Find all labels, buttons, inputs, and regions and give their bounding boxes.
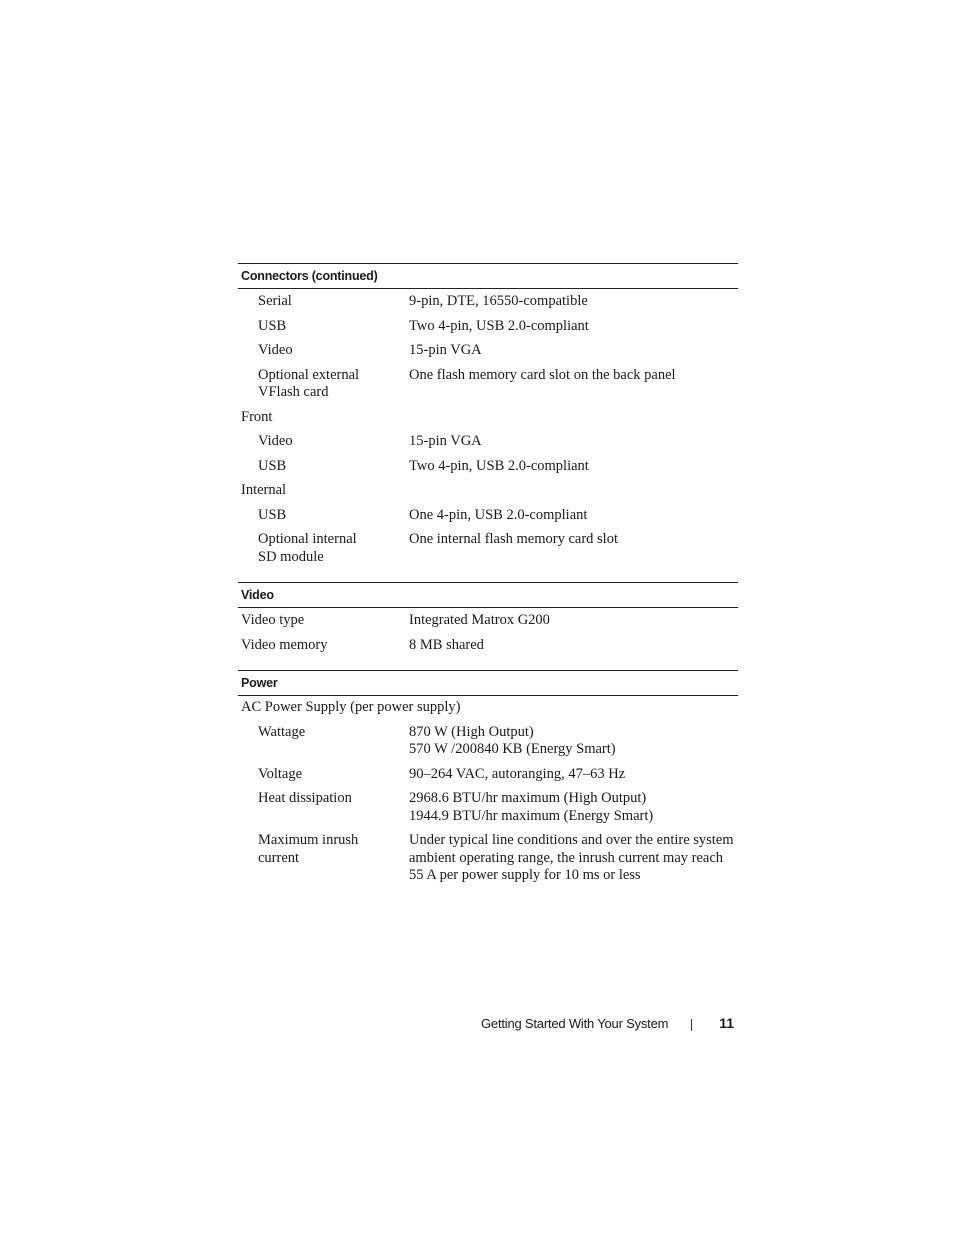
spec-label-line: current xyxy=(258,849,300,866)
spec-value-line: 870 W (High Output) xyxy=(409,723,534,740)
power-rows xyxy=(238,721,738,889)
connectors-front-rows xyxy=(238,430,738,479)
spec-row xyxy=(238,634,738,659)
spec-value-line: One flash memory card slot on the back panel xyxy=(409,366,676,383)
spec-row xyxy=(238,721,738,763)
spec-value xyxy=(406,612,738,630)
video-header: Video xyxy=(238,582,738,608)
spec-label-line: Video xyxy=(258,342,293,358)
spec-value-line: One 4-pin, USB 2.0-compliant xyxy=(409,506,588,523)
spec-value xyxy=(406,790,738,825)
spec-value-line: Two 4-pin, USB 2.0-compliant xyxy=(409,457,589,474)
power-section xyxy=(238,670,738,889)
spec-row xyxy=(238,504,738,529)
power-header: Power xyxy=(238,670,738,696)
spec-value-line: 55 A per power supply for 10 ms or less xyxy=(409,867,641,883)
spec-label-line: USB xyxy=(258,506,287,523)
spec-value xyxy=(406,832,738,885)
spec-row xyxy=(238,364,738,406)
video-section xyxy=(238,582,738,658)
spec-value xyxy=(406,458,738,476)
spec-row xyxy=(238,315,738,340)
spec-value-line: 2968.6 BTU/hr maximum (High Output) xyxy=(409,790,647,806)
power-ac-title: AC Power Supply (per power supply) xyxy=(241,699,461,715)
footer-separator xyxy=(691,1019,692,1031)
spec-value xyxy=(406,293,738,311)
footer-title: Getting Started With Your System xyxy=(481,1016,669,1031)
spec-value xyxy=(406,367,738,402)
video-rows xyxy=(238,608,738,658)
spec-value xyxy=(406,433,738,451)
spec-value-line: 8 MB shared xyxy=(409,636,484,653)
spec-value xyxy=(406,531,738,566)
spec-value-line: 15-pin VGA xyxy=(409,433,482,449)
spec-value-line: 1944.9 BTU/hr maximum (Energy Smart) xyxy=(409,807,654,824)
spec-label-line: Heat dissipation xyxy=(258,790,352,806)
spec-label xyxy=(238,367,406,402)
spec-row xyxy=(238,787,738,829)
spec-value xyxy=(406,342,738,360)
connectors-internal-title: Internal xyxy=(241,482,287,498)
connectors-back-rows xyxy=(238,289,738,406)
spec-value-line: ambient operating range, the inrush current may reach xyxy=(409,849,724,866)
spec-label-line: USB xyxy=(258,457,287,474)
spec-label-line: Video memory xyxy=(241,636,328,653)
spec-row xyxy=(238,609,738,634)
page-number: 11 xyxy=(719,1015,734,1031)
spec-label xyxy=(238,637,406,655)
spec-label-line: Wattage xyxy=(258,723,306,740)
spec-label-line: Optional internal xyxy=(258,531,357,547)
spec-label xyxy=(238,507,406,525)
spec-row xyxy=(238,763,738,788)
spec-row xyxy=(238,528,738,570)
spec-label-line: Optional external xyxy=(258,366,360,383)
spec-label xyxy=(238,318,406,336)
spec-value-line: 9-pin, DTE, 16550-compatible xyxy=(409,293,588,309)
spec-value-line: Two 4-pin, USB 2.0-compliant xyxy=(409,317,589,334)
spec-value xyxy=(406,724,738,759)
spec-label-line: Voltage xyxy=(258,765,303,782)
page-footer xyxy=(480,1014,738,1034)
spec-row xyxy=(238,339,738,364)
spec-value-line: 15-pin VGA xyxy=(409,342,482,358)
spec-row xyxy=(238,455,738,480)
spec-row xyxy=(238,290,738,315)
spec-label xyxy=(238,342,406,360)
spec-row xyxy=(238,430,738,455)
spec-label xyxy=(238,832,406,885)
spec-value-line: 570 W /200840 KB (Energy Smart) xyxy=(409,741,616,757)
spec-label-line: SD module xyxy=(258,548,324,565)
spec-label xyxy=(238,293,406,311)
spec-label-line: Serial xyxy=(258,293,292,309)
spec-label-line: Video xyxy=(258,433,293,449)
spec-value-line: Integrated Matrox G200 xyxy=(409,612,550,628)
spec-label xyxy=(238,531,406,566)
connectors-section xyxy=(238,263,738,570)
spec-label-line: USB xyxy=(258,317,287,334)
spec-value xyxy=(406,507,738,525)
spec-value xyxy=(406,637,738,655)
spec-value xyxy=(406,766,738,784)
spec-label-line: VFlash card xyxy=(258,384,329,400)
spec-label xyxy=(238,766,406,784)
spec-value-line: One internal flash memory card slot xyxy=(409,531,618,547)
connectors-header: Connectors (continued) xyxy=(238,263,738,289)
connectors-front-title: Front xyxy=(241,408,273,425)
connectors-internal-rows xyxy=(238,504,738,571)
spec-label xyxy=(238,724,406,759)
spec-value xyxy=(406,318,738,336)
spec-value-line: 90–264 VAC, autoranging, 47–63 Hz xyxy=(409,765,626,782)
spec-label xyxy=(238,790,406,825)
spec-label xyxy=(238,458,406,476)
spec-row xyxy=(238,829,738,889)
spec-value-line: Under typical line conditions and over the entire system xyxy=(409,832,734,848)
spec-label-line: Maximum inrush xyxy=(258,832,359,848)
spec-label-line: Video type xyxy=(241,612,305,628)
spec-label xyxy=(238,433,406,451)
spec-table xyxy=(238,263,738,889)
spec-label xyxy=(238,612,406,630)
